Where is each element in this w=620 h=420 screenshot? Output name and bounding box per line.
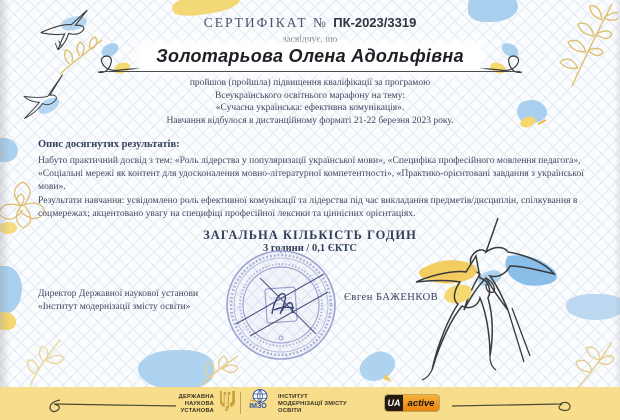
certificate-title-label: СЕРТИФІКАТ № xyxy=(203,15,328,30)
footer-org2-line: МОДЕРНІЗАЦІЇ ЗМІСТУ xyxy=(278,401,347,407)
name-underline xyxy=(100,71,520,72)
results-paragraph-1: Набуто практичний досвід з тем: «Роль лідерства у популяризації української мови», «Специфіка професійного мовлення педагога», «Соціальні мережі як контент для удосконалення мовно-літературної компетентності», «Практико-орієнтовані завдання з української мови». xyxy=(38,155,584,192)
leaf-icon-bottom-left xyxy=(22,336,66,388)
program-line: Навчання відбулося в дистанційному форматі 21-22 березня 2023 року. xyxy=(166,115,454,126)
trident-icon xyxy=(219,391,235,415)
uaactive-active: active xyxy=(403,395,439,411)
recipient-name: Золотарьова Олена Адольфівна xyxy=(156,46,464,66)
page-edge-shadow-left xyxy=(0,0,10,387)
footer-org2-line: ОСВІТИ xyxy=(278,408,302,414)
signer-title-line: Директор Державної наукової установи xyxy=(38,289,199,299)
results-heading: Опис досягнутих результатів: xyxy=(38,139,180,150)
signer-title xyxy=(38,288,198,314)
imzo-globe-icon xyxy=(248,389,270,403)
official-stamp-icon xyxy=(224,248,338,362)
footer-org1-line: НАУКОВА xyxy=(184,401,214,407)
uaactive-ua: UA xyxy=(385,395,403,411)
certificate-number: ПК-2023/3319 xyxy=(333,15,417,30)
footer-org2-label xyxy=(278,394,368,415)
page-edge-shadow-right xyxy=(614,0,620,387)
program-description xyxy=(0,77,620,127)
results-paragraph-2: Результати навчання: усвідомлено роль ефективної комунікації та лідерства під час викладання предметів/дисциплін, спілкування в соцмережах; акцентовано увагу на специфіці професійної лексики та ціннісних орієнтаціях. xyxy=(38,195,578,219)
program-line: пройшов (пройшла) підвищення кваліфікації за програмою xyxy=(189,78,431,88)
footer-org1-label xyxy=(150,394,214,415)
certificate-title xyxy=(0,15,620,31)
hours-value: 3 години / 0,1 ЄКТС xyxy=(262,243,358,254)
imzo-wordmark: ІМЗО xyxy=(249,403,267,410)
program-line: Всеукраїнського освітнього марафону на тему: xyxy=(215,90,405,101)
footer-org2-line: ІНСТИТУТ xyxy=(278,394,308,400)
signer-name: Євген БАЖЕНКОВ xyxy=(344,292,439,303)
footer-org1-line: ДЕРЖАВНА xyxy=(178,394,214,400)
certifies-label: засвідчує, що xyxy=(282,35,338,45)
hours-heading: ЗАГАЛЬНА КІЛЬКІСТЬ ГОДИН xyxy=(203,228,417,242)
program-line: «Сучасна українська: ефективна комунікація». xyxy=(215,103,405,114)
flourish-icon-footer-right xyxy=(448,396,574,414)
signer-title-line: «Інститут модернізації змісту освіти» xyxy=(38,302,191,312)
uaactive-logo xyxy=(385,395,439,411)
watercolor-blob-bottom-right xyxy=(356,344,400,386)
footer-divider xyxy=(240,392,241,414)
footer-org1-line: УСТАНОВА xyxy=(180,408,214,414)
